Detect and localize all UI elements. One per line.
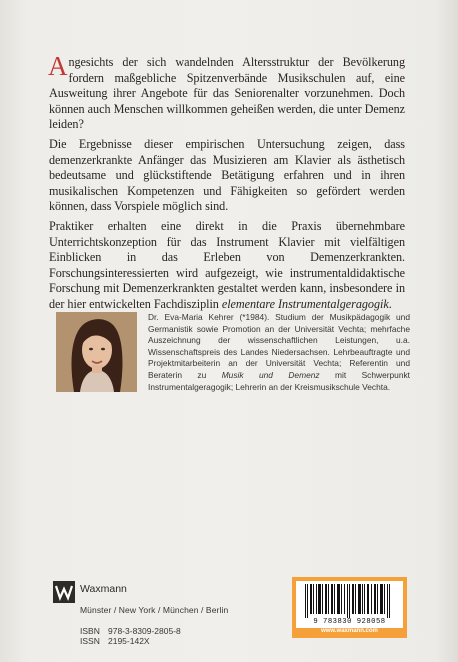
isbn-label: ISBN [80,626,100,636]
barcode-frame [292,577,407,638]
author-bio-text-end: mit Schwerpunkt Instrumentalgeragogik; Lehrerin an der Kreismusikschule Vechta. [148,369,411,392]
barcode-bars-icon [296,581,403,618]
isbn-line [80,626,181,636]
blurb-paragraph-1 [48,51,405,133]
blurb-paragraph-3-text: Praktiker erhalten eine direkt in die Praxis übernehmbare Unterrichtskonzeption für das Instrument Klavier mit vielfältigen Einblicken in das Erleben von Demenzerkrankten. Forschungsinteressierten wird aufgezeigt, wie instrumentaldidaktische Forschung mit Demenzerkrankten gestaltet werden kann, insbesondere in der hier entwickelten Fachdisziplin [49,218,405,311]
blurb [48,51,405,317]
publisher-block [53,581,253,651]
author-portrait-icon [56,312,137,392]
isbn-value: 978-3-8309-2805-8 [108,626,181,636]
issn-label: ISSN [80,636,100,646]
blurb-paragraph-2: Die Ergebnisse dieser empirischen Untersuchung zeigen, dass demenzerkrankte Anfänger das Musizieren am Klavier als ästhetisch bedeutsame und glückstiftende Betätigung erfahren und in ihren musikalischen Kompetenzen und Fähigkeiten so gefördert werden können, dass Vorspiele möglich sind. [49,136,405,214]
barcode-number: 9 783830 928058 [313,618,386,626]
publisher-name: Waxmann [80,583,127,595]
blurb-emphasis: elementare Instrumentalgeragogik [221,296,389,311]
author-photo [56,312,137,392]
issn-value: 2195-142X [108,636,150,646]
barcode [296,581,403,628]
blurb-paragraph-1-text: ngesichts der sich wandelnden Altersstruktur der Bevölkerung fordern maßgebliche Spitzenverbände Musikschulen auf, eine Ausweitung ihrer Angebote für das Seniorenalter vorzunehmen. Doch können auch Menschen willkommen geheißen werden, die unter Demenz leiden? [49,55,405,132]
blurb-paragraph-3-end: . [388,296,392,311]
author-bio [148,312,410,393]
author-bio-text: Dr. Eva-Maria Kehrer (*1984). Studium der Musikpädagogik und Germanistik sowie Promotion an der Universität Vechta; mehrfache Auszeichnung der wissenschaftlichen Leistungen, u.a. Wissenschaftspreis des Landes Niedersachsen. Lehrbeauftragte und Projektmitarbeiterin an der Universität Vechta; Referentin und Beraterin zu [148,312,410,380]
drop-cap: A [48,51,68,81]
blurb-paragraph-3 [49,219,405,313]
identifiers [80,626,181,646]
waxmann-logo-icon [53,581,75,603]
publisher-url: www.waxmann.com [321,628,378,634]
author-bio-emphasis: Musik und Demenz [221,369,320,380]
publisher-cities: Münster / New York / München / Berlin [80,605,229,615]
issn-line [80,636,181,646]
